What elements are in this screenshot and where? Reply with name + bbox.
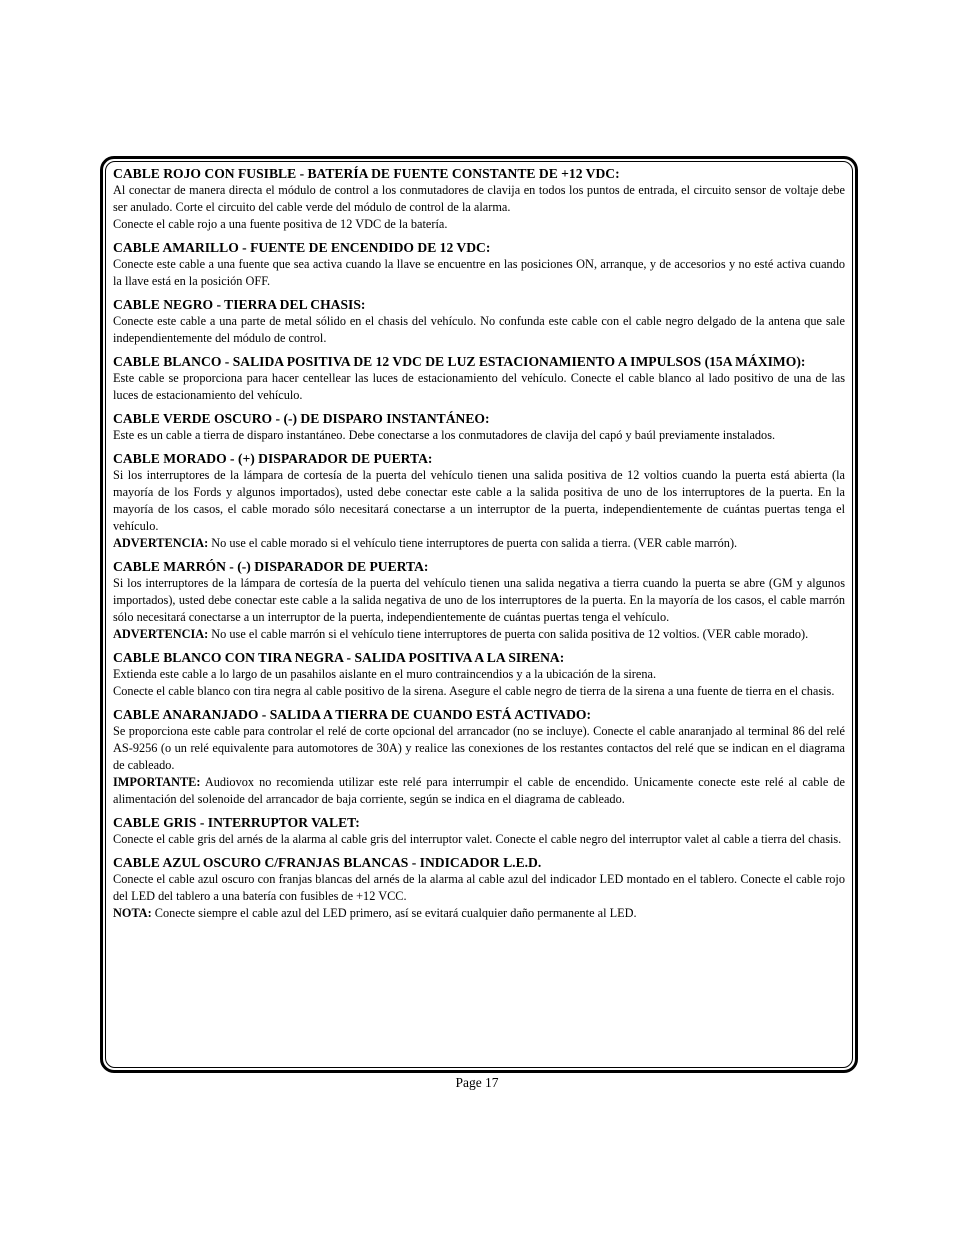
- note-text: No use el cable marrón si el vehículo tiene interruptores de puerta con salida positiva de 12 voltios. (VER cable morado).: [208, 627, 809, 641]
- section-heading: CABLE MORADO - (+) DISPARADOR DE PUERTA:: [113, 451, 433, 466]
- section-note: [113, 774, 845, 808]
- section-heading: CABLE GRIS - INTERRUPTOR VALET:: [113, 815, 360, 830]
- section-gray-wire: [113, 814, 845, 848]
- section-paragraph: Si los interruptores de la lámpara de cortesía de la puerta del vehículo tienen una salida negativa a tierra cuando la puerta se abre (GM y algunos importados), usted debe conectar este cable a la salida negativa de uno de los interruptores de la puerta. En la mayoría de los casos, el cable marrón sólo necesitará conectarse a un interruptor de la puerta, independientemente de cuántas puertas tenga el vehículo.: [113, 576, 845, 624]
- section-brown-wire: [113, 558, 845, 643]
- note-text: No use el cable morado si el vehículo tiene interruptores de puerta con salida a tierra. (VER cable marrón).: [208, 536, 738, 550]
- section-paragraph: Conecte el cable gris del arnés de la alarma al cable gris del interruptor valet. Conecte el cable negro del interruptor valet al cable a tierra del chasis.: [113, 832, 842, 846]
- section-paragraph: Conecte el cable blanco con tira negra al cable positivo de la sirena. Asegure el cable negro de tierra de la sirena a una fuente de tierra en el chasis.: [113, 684, 835, 698]
- note-label: NOTA:: [113, 906, 152, 920]
- note-text: Conecte siempre el cable azul del LED primero, así se evitará cualquier daño permanente al LED.: [151, 906, 637, 920]
- section-orange-wire: [113, 706, 845, 808]
- wiring-instructions: [113, 165, 845, 928]
- section-paragraph: Conecte este cable a una parte de metal sólido en el chasis del vehículo. No confunda este cable con el cable negro delgado de la antena que sale independientemente del módulo de control.: [113, 314, 845, 345]
- section-heading: CABLE ANARANJADO - SALIDA A TIERRA DE CUANDO ESTÁ ACTIVADO:: [113, 707, 592, 722]
- section-paragraph: Se proporciona este cable para controlar el relé de corte opcional del arrancador (no se incluye). Conecte el cable anaranjado al terminal 86 del relé AS-9256 (o un relé equivalente para automotores de 30A) y realice las conexiones de los restantes contactos del relé que se indican en el diagrama de cableado.: [113, 724, 845, 772]
- section-paragraph: Al conectar de manera directa el módulo de control a los conmutadores de clavija en todos los puntos de entrada, el circuito sensor de voltaje debe ser anulado. Corte el circuito del cable verde del módulo de control de la alarma.: [113, 183, 845, 214]
- section-violet-wire: [113, 450, 845, 552]
- section-heading: CABLE BLANCO CON TIRA NEGRA - SALIDA POSITIVA A LA SIRENA:: [113, 650, 565, 665]
- section-dark-green-wire: [113, 410, 845, 444]
- page-number: Page 17: [455, 1075, 499, 1090]
- section-heading: CABLE NEGRO - TIERRA DEL CHASIS:: [113, 297, 366, 312]
- section-dark-blue-wire: [113, 854, 845, 922]
- section-white-wire: [113, 353, 845, 404]
- section-paragraph: Conecte el cable azul oscuro con franjas blancas del arnés de la alarma al cable azul del indicador LED montado en el tablero. Conecte el cable rojo del LED del tablero a una batería con fusibles de +12 VCC.: [113, 872, 845, 903]
- section-yellow-wire: [113, 239, 845, 290]
- section-note: [113, 626, 845, 643]
- section-heading: CABLE AZUL OSCURO C/FRANJAS BLANCAS - INDICADOR L.E.D.: [113, 855, 542, 870]
- section-white-black-wire: [113, 649, 845, 700]
- section-heading: CABLE AMARILLO - FUENTE DE ENCENDIDO DE 12 VDC:: [113, 240, 491, 255]
- section-black-wire: [113, 296, 845, 347]
- section-note: [113, 535, 845, 552]
- note-label: IMPORTANTE:: [113, 775, 201, 789]
- section-paragraph: Este es un cable a tierra de disparo instantáneo. Debe conectarse a los conmutadores de clavija del capó y baúl previamente instalados.: [113, 428, 776, 442]
- section-note: [113, 905, 845, 922]
- section-paragraph: Si los interruptores de la lámpara de cortesía de la puerta del vehículo tienen una salida positiva de 12 voltios cuando la puerta está abierta (la mayoría de los Fords y algunos importados), usted debe conectar este cable a la salida positiva de uno de los interruptores de la puerta. En la mayoría de los casos, el cable morado sólo necesitará conectarse a un interruptor de la puerta, independientemente de cuántas puertas tenga el vehículo.: [113, 468, 845, 533]
- note-label: ADVERTENCIA:: [113, 627, 209, 641]
- section-heading: CABLE BLANCO - SALIDA POSITIVA DE 12 VDC DE LUZ ESTACIONAMIENTO A IMPULSOS (15A MÁXIMO):: [113, 354, 806, 369]
- section-paragraph: Extienda este cable a lo largo de un pasahilos aislante en el muro contraincendios y a la ubicación de la sirena.: [113, 667, 657, 681]
- section-paragraph: Conecte este cable a una fuente que sea activa cuando la llave se encuentre en las posiciones ON, arranque, y de accesorios y no esté activa cuando la llave está en la posición OFF.: [113, 257, 845, 288]
- note-label: ADVERTENCIA:: [113, 536, 209, 550]
- section-heading: CABLE MARRÓN - (-) DISPARADOR DE PUERTA:: [113, 559, 429, 574]
- section-heading: CABLE VERDE OSCURO - (-) DE DISPARO INSTANTÁNEO:: [113, 411, 490, 426]
- section-paragraph: Conecte el cable rojo a una fuente positiva de 12 VDC de la batería.: [113, 217, 448, 231]
- note-text: Audiovox no recomienda utilizar este relé para interrumpir el cable de encendido. Unicamente conecte este relé al cable de alimentación del solenoide del arrancador de baja corriente, según se indica en el diagrama de cableado.: [113, 775, 845, 806]
- section-red-fused-wire: [113, 165, 845, 233]
- section-heading: CABLE ROJO CON FUSIBLE - BATERÍA DE FUENTE CONSTANTE DE +12 VDC:: [113, 166, 620, 181]
- section-paragraph: Este cable se proporciona para hacer centellear las luces de estacionamiento del vehículo. Conecte el cable blanco al lado positivo de una de las luces de estacionamiento del vehículo.: [113, 371, 845, 402]
